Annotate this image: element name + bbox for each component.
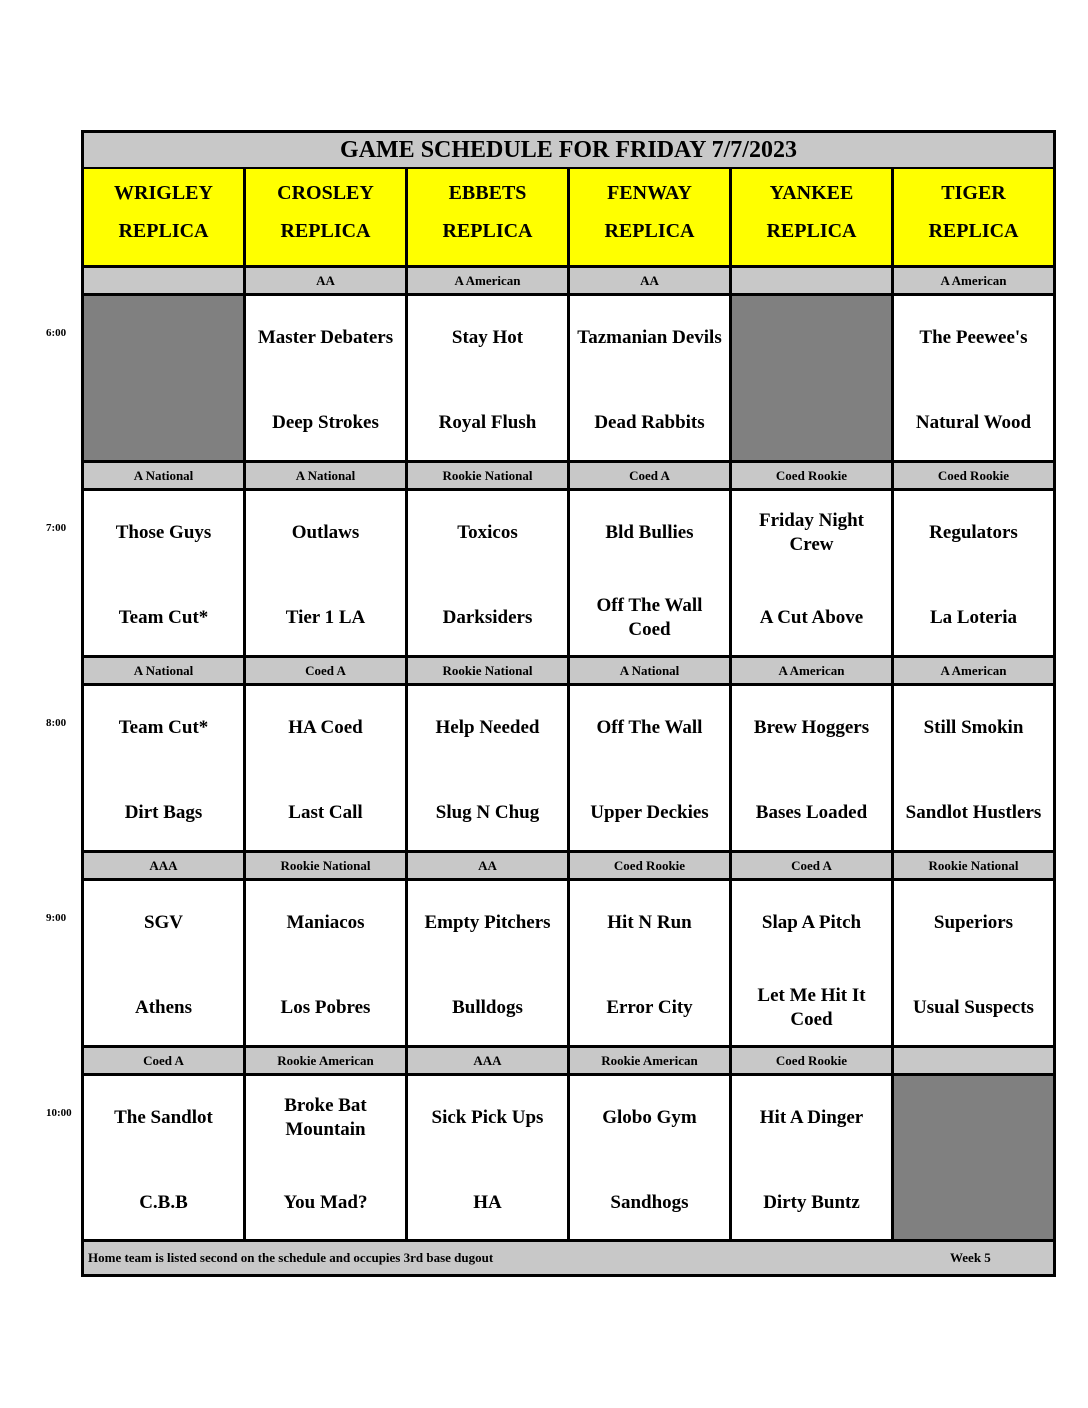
game-cell [732, 491, 894, 655]
division-label: A National [246, 463, 408, 488]
division-label: AAA [408, 1048, 570, 1073]
division-label: Coed A [246, 658, 408, 683]
game-cell [84, 881, 246, 1045]
field-header-0 [84, 169, 246, 265]
away-team: The Peewee's [919, 327, 1028, 348]
away-team: Regulators [929, 522, 1018, 543]
field-header-5 [894, 169, 1053, 265]
game-cell [408, 296, 570, 460]
game-cell [570, 686, 732, 850]
time-label: 6:00 [46, 327, 67, 339]
division-label: A American [894, 268, 1053, 293]
away-team: Globo Gym [602, 1107, 697, 1128]
game-cell [84, 491, 246, 655]
home-team: C.B.B [139, 1192, 188, 1213]
away-team: Outlaws [291, 522, 360, 543]
game-cell [570, 1076, 732, 1240]
home-team: Sandhogs [610, 1192, 689, 1213]
away-team: Hit A Dinger [759, 1107, 864, 1128]
field-type: REPLICA [118, 220, 209, 242]
game-cell [894, 686, 1053, 850]
away-team: Bld Bullies [605, 522, 694, 543]
away-team: Toxicos [457, 522, 518, 543]
division-label: Rookie American [570, 1048, 732, 1073]
home-team: You Mad? [283, 1192, 368, 1213]
schedule-footer [84, 1239, 1053, 1274]
home-team: Dirty Buntz [763, 1192, 860, 1213]
time-slot-block [84, 265, 1053, 460]
division-label [894, 1048, 1053, 1073]
game-cell [570, 491, 732, 655]
division-row [84, 1045, 1053, 1076]
game-cell [246, 491, 408, 655]
division-label: A National [84, 658, 246, 683]
game-cell [408, 1076, 570, 1240]
field-header-3 [570, 169, 732, 265]
home-team: Let Me Hit It Coed [757, 985, 866, 1030]
field-name: EBBETS [448, 182, 527, 204]
division-label: A American [408, 268, 570, 293]
division-row [84, 655, 1053, 686]
division-label: Coed Rookie [894, 463, 1053, 488]
home-team: Athens [134, 997, 192, 1018]
away-team: The Sandlot [114, 1107, 213, 1128]
division-label: AA [408, 853, 570, 878]
home-team: Royal Flush [438, 412, 537, 433]
away-team: Team Cut* [118, 717, 209, 738]
game-cell [894, 881, 1053, 1045]
division-label: A American [894, 658, 1053, 683]
time-slot-block [84, 460, 1053, 655]
field-header-row [84, 169, 1053, 265]
away-team: Friday Night Crew [758, 510, 865, 555]
field-name: TIGER [941, 182, 1006, 204]
time-slot-block [84, 655, 1053, 850]
field-name: CROSLEY [277, 182, 374, 204]
away-team: Still Smokin [923, 717, 1024, 738]
division-label: Coed A [84, 1048, 246, 1073]
division-label: AA [570, 268, 732, 293]
away-team: HA Coed [288, 717, 363, 738]
home-team: Dirt Bags [124, 802, 203, 823]
game-cell [246, 296, 408, 460]
away-team: Broke Bat Mountain [284, 1095, 367, 1140]
home-team: A Cut Above [759, 607, 864, 628]
home-team: Dead Rabbits [594, 412, 705, 433]
schedule-table [81, 130, 1056, 1277]
game-row [84, 686, 1053, 850]
home-team: Tier 1 LA [285, 607, 366, 628]
game-row [84, 296, 1053, 460]
empty-slot [84, 296, 246, 460]
time-slot-block [84, 850, 1053, 1045]
home-team: Natural Wood [915, 412, 1032, 433]
division-label: A American [732, 658, 894, 683]
home-team: La Loteria [929, 607, 1018, 628]
home-team: Los Pobres [280, 997, 371, 1018]
home-team: Darksiders [442, 607, 533, 628]
division-label: Rookie American [246, 1048, 408, 1073]
game-cell [894, 491, 1053, 655]
home-team-note: Home team is listed second on the schedule and occupies 3rd base dugout [88, 1250, 494, 1265]
away-team: Slap A Pitch [761, 912, 862, 933]
away-team: Sick Pick Ups [431, 1107, 544, 1128]
field-type: REPLICA [442, 220, 533, 242]
game-cell [246, 881, 408, 1045]
away-team: Off The Wall [596, 717, 703, 738]
division-label: Rookie National [894, 853, 1053, 878]
time-label: 8:00 [46, 717, 67, 729]
game-cell [84, 1076, 246, 1240]
game-cell [408, 686, 570, 850]
away-team: Stay Hot [451, 327, 524, 348]
home-team: Usual Suspects [913, 997, 1034, 1018]
game-cell [570, 296, 732, 460]
home-team: HA [473, 1192, 502, 1213]
empty-slot [894, 1076, 1053, 1240]
home-team: Sandlot Hustlers [905, 802, 1042, 823]
division-label: Coed Rookie [732, 1048, 894, 1073]
division-label: Rookie National [246, 853, 408, 878]
field-name: FENWAY [607, 182, 692, 204]
division-label [732, 268, 894, 293]
home-team: Deep Strokes [272, 412, 379, 433]
schedule-title: GAME SCHEDULE FOR FRIDAY 7/7/2023 [84, 133, 1053, 169]
field-type: REPLICA [280, 220, 371, 242]
field-header-2 [408, 169, 570, 265]
field-header-1 [246, 169, 408, 265]
game-cell [246, 686, 408, 850]
home-team: Slug N Chug [435, 802, 540, 823]
away-team: Master Debaters [257, 327, 394, 348]
game-cell [408, 881, 570, 1045]
field-name: WRIGLEY [114, 182, 213, 204]
game-cell [894, 296, 1053, 460]
game-row [84, 1076, 1053, 1240]
game-cell [732, 881, 894, 1045]
time-slot-block [84, 1045, 1053, 1240]
game-row [84, 491, 1053, 655]
away-team: Those Guys [115, 522, 212, 543]
home-team: Bulldogs [452, 997, 523, 1018]
home-team: Off The Wall Coed [596, 595, 703, 640]
division-label: A National [570, 658, 732, 683]
home-team: Bases Loaded [755, 802, 868, 823]
division-label: AA [246, 268, 408, 293]
week-label: Week 5 [950, 1250, 991, 1265]
away-team: Empty Pitchers [424, 912, 551, 933]
division-label: Rookie National [408, 658, 570, 683]
game-cell [246, 1076, 408, 1240]
division-label: Coed Rookie [732, 463, 894, 488]
away-team: SGV [143, 912, 184, 933]
time-label: 9:00 [46, 912, 67, 924]
away-team: Brew Hoggers [753, 717, 870, 738]
division-label: Coed A [732, 853, 894, 878]
time-label: 10:00 [46, 1107, 72, 1119]
home-team: Error City [606, 997, 693, 1018]
division-row [84, 460, 1053, 491]
division-label [84, 268, 246, 293]
division-row [84, 850, 1053, 881]
field-type: REPLICA [928, 220, 1019, 242]
away-team: Help Needed [435, 717, 540, 738]
division-label: AAA [84, 853, 246, 878]
away-team: Superiors [933, 912, 1014, 933]
game-cell [84, 686, 246, 850]
field-header-4 [732, 169, 894, 265]
home-team: Team Cut* [118, 607, 209, 628]
home-team: Last Call [288, 802, 363, 823]
field-type: REPLICA [766, 220, 857, 242]
game-cell [732, 1076, 894, 1240]
time-label: 7:00 [46, 522, 67, 534]
field-type: REPLICA [604, 220, 695, 242]
field-name: YANKEE [769, 182, 854, 204]
division-label: Coed Rookie [570, 853, 732, 878]
division-label: Rookie National [408, 463, 570, 488]
division-label: Coed A [570, 463, 732, 488]
division-row [84, 265, 1053, 296]
game-row [84, 881, 1053, 1045]
division-label: A National [84, 463, 246, 488]
away-team: Hit N Run [607, 912, 692, 933]
away-team: Tazmanian Devils [577, 327, 722, 348]
away-team: Maniacos [286, 912, 365, 933]
game-cell [570, 881, 732, 1045]
empty-slot [732, 296, 894, 460]
game-cell [732, 686, 894, 850]
game-cell [408, 491, 570, 655]
home-team: Upper Deckies [590, 802, 709, 823]
